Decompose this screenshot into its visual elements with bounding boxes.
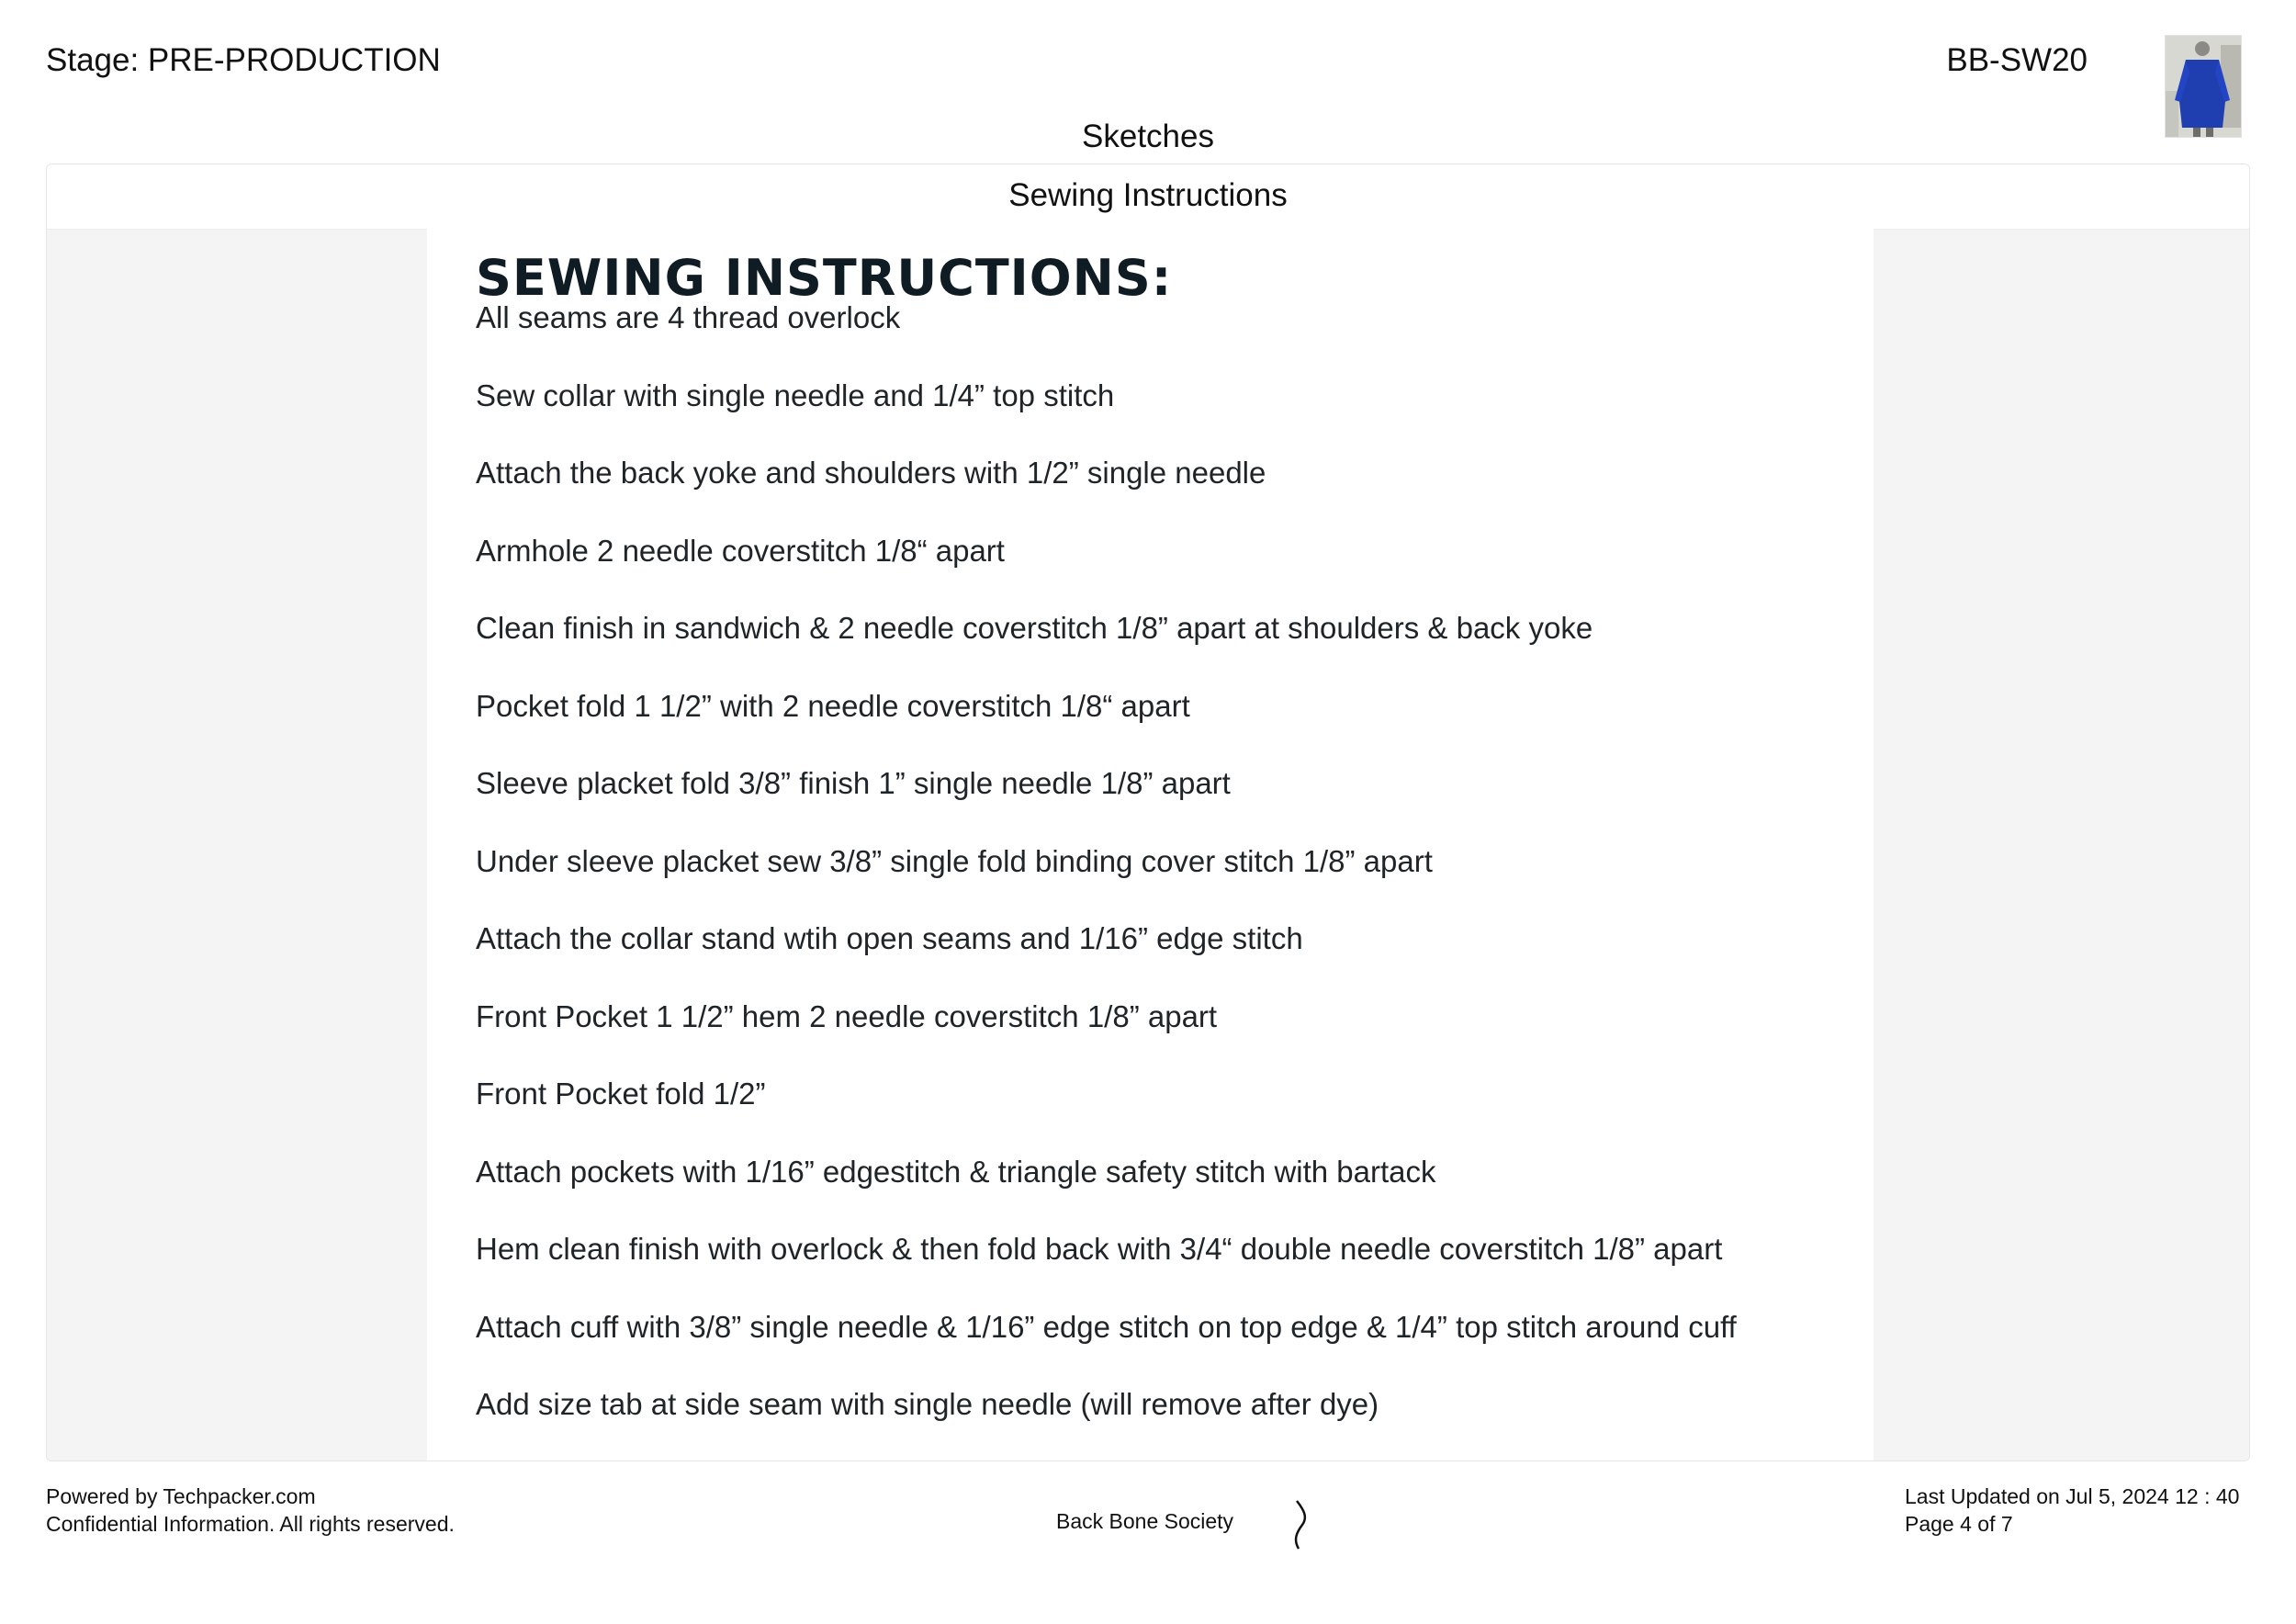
instruction-sheet xyxy=(427,229,1874,1461)
brand-name: Back Bone Society xyxy=(1056,1509,1234,1533)
last-updated: Last Updated on Jul 5, 2024 12 : 40 xyxy=(1905,1484,2240,1508)
instruction-list xyxy=(476,300,1737,1461)
footer-left xyxy=(46,1483,455,1538)
stage-label: Stage: PRE-PRODUCTION xyxy=(46,42,441,78)
instruction-item: Attach the collar stand wtih open seams and 1/16” edge stitch xyxy=(476,921,1303,955)
page-number: Page 4 of 7 xyxy=(1905,1512,2013,1536)
footer-right xyxy=(1905,1483,2239,1538)
sheet-heading: SEWING INSTRUCTIONS: xyxy=(476,249,1173,307)
instruction-item: Attach cuff with 3/8” single needle & 1/16” edge stitch on top edge & 1/4” top stitch around cuff xyxy=(476,1309,1737,1344)
instruction-item: Sew collar with single needle and 1/4” top stitch xyxy=(476,378,1115,412)
instruction-item: Attach the back yoke and shoulders with 1/2” single needle xyxy=(476,456,1266,490)
sewing-instructions-panel xyxy=(46,164,2250,1461)
instruction-item: Sleeve placket fold 3/8” finish 1” single needle 1/8” apart xyxy=(476,766,1231,800)
instruction-item: Under sleeve placket sew 3/8” single fold binding cover stitch 1/8” apart xyxy=(476,843,1433,878)
style-code: BB-SW20 xyxy=(1946,42,2088,78)
section-title: Sketches xyxy=(1082,118,1214,154)
panel-title: Sewing Instructions xyxy=(47,164,2249,230)
confidential-notice: Confidential Information. All rights reserved. xyxy=(46,1512,455,1536)
instruction-item: Clean finish in sandwich & 2 needle coverstitch 1/8” apart at shoulders & back yoke xyxy=(476,611,1593,645)
instruction-item: Pocket fold 1 1/2” with 2 needle coverstitch 1/8“ apart xyxy=(476,688,1190,723)
instruction-item: All seams are 4 thread overlock xyxy=(476,300,901,334)
instruction-item: Front Pocket 1 1/2” hem 2 needle coverstitch 1/8” apart xyxy=(476,998,1218,1033)
instruction-item: Front Pocket fold 1/2” xyxy=(476,1077,766,1111)
instruction-item: Armhole 2 needle coverstitch 1/8“ apart xyxy=(476,533,1005,568)
instruction-item: Hem clean finish with overlock & then fold back with 3/4“ double needle coverstitch 1/8” apart xyxy=(476,1232,1723,1266)
brand-logo-icon xyxy=(1286,1497,1313,1552)
instruction-item: Add size tab at side seam with single needle (will remove after dye) xyxy=(476,1387,1379,1421)
instruction-item: Attach pockets with 1/16” edgestitch & triangle safety stitch with bartack xyxy=(476,1154,1436,1189)
powered-by-link[interactable]: Powered by Techpacker.com xyxy=(46,1484,316,1508)
